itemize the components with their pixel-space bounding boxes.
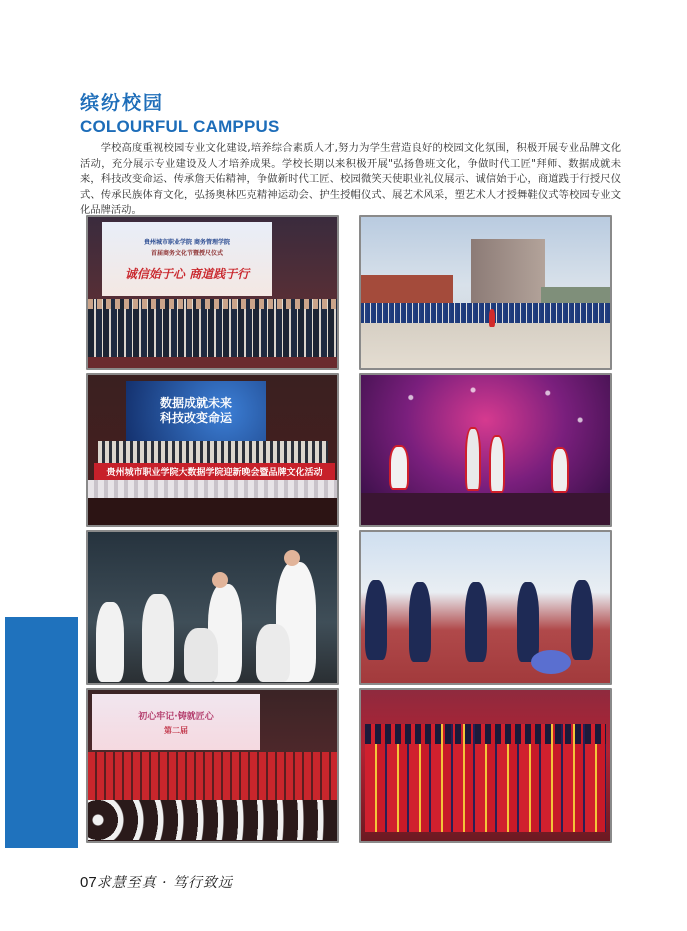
side-accent-bar xyxy=(5,617,78,848)
banner-top-text: 贵州城市职业学院 商务管理学院 xyxy=(143,238,231,246)
section-title-cn: 缤纷校园 xyxy=(80,92,165,114)
photo-craftsman-ceremony xyxy=(86,688,339,843)
banner-main-text: 诚信始于心 商道践于行 xyxy=(124,266,250,281)
red-banner: 贵州城市职业学院大数据学院迎新晚会暨品牌文化活动 xyxy=(94,463,335,480)
photo-ethnic-dance xyxy=(359,688,612,843)
page-footer xyxy=(80,872,233,894)
building-low xyxy=(361,275,453,305)
intro-paragraph: 学校高度重视校园专业文化建设,培养综合素质人才,努力为学生营造良好的校园文化氛围，积极开展专业品牌文化活动，充分展示专业建设及人才培养成果。学校长期以来积极开展"弘扬鲁班文化，争做时代工匠"拜师、数据成就未来，科技改变命运、传承詹天佑精神，争做新时代工匠、校园微笑天使职业礼仪展示、诚信始于心，商道践于行授尺仪式、传承民族体育文化，弘扬奥林匹克精神运动会、护生授帽仪式、展艺术风采，塑艺术人才授舞鞋仪式等校园专业文化品牌活动。 xyxy=(80,142,621,216)
banner-main-text: 初心牢记·铸就匠心 xyxy=(138,711,214,722)
parade-line xyxy=(361,303,610,325)
photo-sports-parade xyxy=(359,215,612,370)
page-number: 07 xyxy=(80,874,97,891)
performer-row xyxy=(98,441,328,463)
footer-motto: 求慧至真 · 笃行致远 xyxy=(96,875,234,891)
photo-etiquette-show xyxy=(359,530,612,685)
banner-sub-text: 首届商务文化节暨授尺仪式 xyxy=(150,249,223,257)
building-tower xyxy=(471,239,545,304)
section-title-en: COLOURFUL CAMPPUS xyxy=(80,117,280,136)
photo-data-gala xyxy=(86,373,339,527)
student-row xyxy=(88,752,337,800)
banner-sub-text: 第二届 xyxy=(164,725,188,735)
photo-cheer-dance xyxy=(359,373,612,527)
screen-banner: 数据成就未来 科技改变命运 xyxy=(126,381,266,441)
photo-ceremony-stage xyxy=(86,215,339,370)
photo-nursing-capping xyxy=(86,530,339,685)
